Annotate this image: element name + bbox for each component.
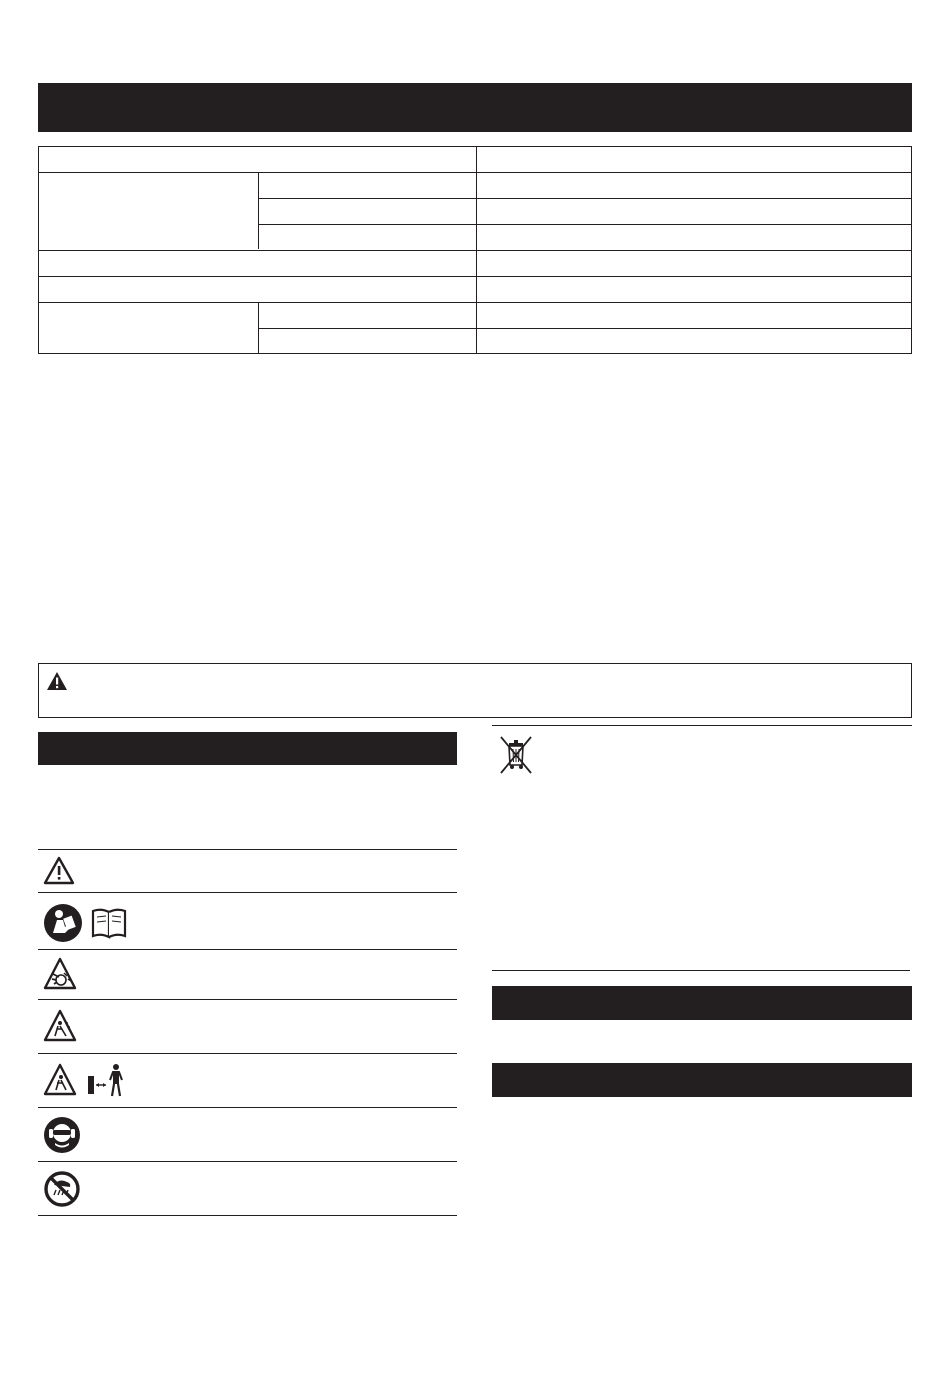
section1-heading-bar	[492, 986, 912, 1020]
symbol-item	[38, 1054, 457, 1107]
spec-title-bar	[38, 83, 912, 132]
flying-debris-hazard-icon	[43, 1009, 77, 1048]
table-rule	[258, 224, 911, 225]
symbol-item	[38, 1162, 457, 1215]
symbol-item	[38, 950, 457, 999]
wear-eye-ear-protection-icon	[43, 1116, 81, 1159]
read-manual-icon	[43, 903, 133, 948]
table-rule	[258, 302, 259, 353]
crossed-out-wheeled-bin-icon	[498, 733, 534, 780]
table-rule	[258, 198, 911, 199]
table-rule	[476, 147, 477, 353]
rotating-blade-hazard-icon	[43, 957, 77, 996]
symbol-item	[38, 1000, 457, 1053]
keep-bystanders-away-icon	[43, 1062, 133, 1103]
table-rule	[39, 250, 911, 251]
no-rain-exposure-icon	[43, 1170, 81, 1213]
warning-box	[38, 663, 912, 718]
table-rule	[39, 172, 911, 173]
section2-heading-bar	[492, 1063, 912, 1097]
warning-triangle-icon	[46, 671, 68, 691]
symbol-item	[38, 1108, 457, 1161]
weee-top-rule	[492, 725, 912, 726]
symbols-heading-bar	[38, 732, 457, 765]
table-rule	[258, 172, 259, 249]
specifications-table	[38, 146, 912, 354]
symbol-item	[38, 893, 457, 949]
table-rule	[39, 276, 911, 277]
table-rule	[258, 328, 911, 329]
caution-triangle-icon	[43, 856, 75, 890]
weee-bottom-rule	[492, 970, 910, 971]
symbol-rule	[38, 1215, 457, 1216]
table-rule	[39, 302, 911, 303]
symbol-item	[38, 850, 457, 892]
